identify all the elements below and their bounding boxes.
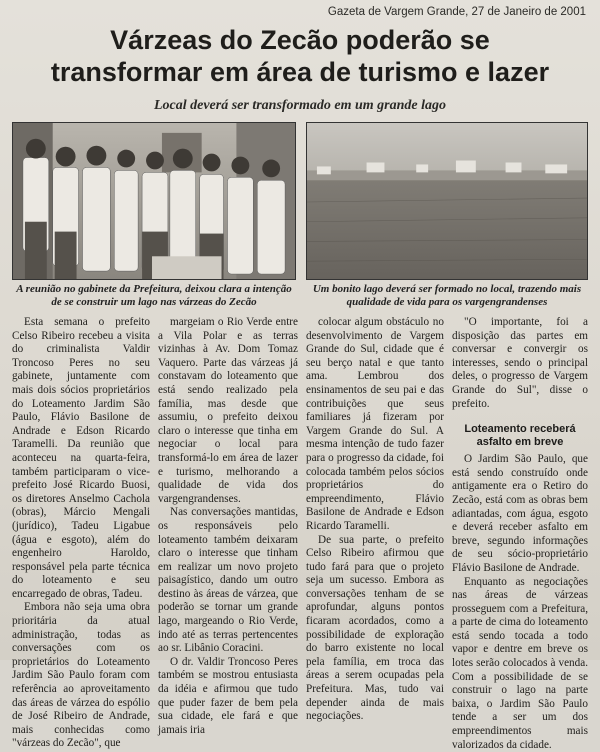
article-paragraph: margeiam o Rio Verde entre a Vila Polar e as terras vizinhas à Av. Dom Tomaz Vaquero. Parte das várzeas já constavam do loteamento que está sendo realizado pela família, mas desde que assumiu, o prefeito deixou claro o interesse que tinha em negociar o local para transformá-lo em área de lazer e turismo, melhorando a qualidade de vida dos vargengrandenses. xyxy=(158,316,298,506)
article-paragraph: O Jardim São Paulo, que está sendo construído onde antigamente era o Retiro do Zecão, está com as obras bem adiantadas, com água, esgoto e deverá receber asfalto em breve, segundo informações de seu sócio-proprietário Flávio Basilone de Andrade. xyxy=(452,453,588,575)
meeting-photo-caption: A reunião no gabinete da Prefeitura, deixou clara a intenção de se construir um lago nas várzeas do Zecão xyxy=(12,283,296,309)
headline-line-2: transformar em área de turismo e lazer xyxy=(51,57,549,87)
article-column-1 xyxy=(12,316,150,660)
article-column-4 xyxy=(452,316,588,660)
subheadline: Local deverá ser transformado em um grande lago xyxy=(0,98,600,114)
headline-line-1: Várzeas do Zecão poderão se xyxy=(110,25,490,55)
article-paragraph: Embora não seja uma obra prioritária da atual administração, todas as conversações com os proprietários do Loteamento Jardim São Paulo foram com referência ao aproveitamento das áreas de várzea do espólio de José Ribeiro de Andrade, mais conhecidas como "várzeas do Zecão", que xyxy=(12,601,150,751)
section-subtitle: Loteamento receberá asfalto em breve xyxy=(452,423,588,449)
article-paragraph: O dr. Valdir Troncoso Peres também se mostrou entusiasta da idéia e afirmou que tudo que puder fazer de bem pela sua cidade, ele fará e que jamais iria xyxy=(158,656,298,738)
article-paragraph: Esta semana o prefeito Celso Ribeiro recebeu a visita do criminalista Valdir Troncoso Peres no seu gabinete, juntamente com mais dois sócios proprietários do Loteamento Jardim São Paulo, Flávio Basilone de Andrade e Edson Ricardo Taramelli. Da reunião que aconteceu na quarta-feira, também participaram o vice-prefeito José Ricardo Buosi, os diretores Anselmo Cachola (obras), Márcio Mengali (jurídico), Tadeu Ligabue (água e esgoto), além do engenheiro Haroldo, responsável pela parte técnica do loteamento e seu encarregado de obras, Tadeu. xyxy=(12,316,150,601)
article-paragraph: colocar algum obstáculo no desenvolvimento de Vargem Grande do Sul, cidade que é seu berço natal e que tanto ama. Lembrou dos ensinamentos de seu pai e das contribuições que seus familiares já fizeram por Vargem Grande do Sul. A mesma intenção de tudo fazer para o progresso da cidade, foi colocada também pelos sócios proprietários do empreendimento, Flávio Basilone de Andrade e Edson Ricardo Taramelli. xyxy=(306,316,444,534)
meeting-photo xyxy=(12,122,296,280)
newspaper-masthead: Gazeta de Vargem Grande, 27 de Janeiro de 2001 xyxy=(328,6,586,18)
article-paragraph: "O importante, foi a disposição das partes em conversar e convergir os interesses, sendo o principal deles, o progresso de Vargem Grande do Sul", disse o prefeito. xyxy=(452,316,588,411)
article-column-2 xyxy=(158,316,298,660)
article-paragraph: Nas conversações mantidas, os responsáveis pelo loteamento também deixaram claro o interesse que tinham em realizar um novo projeto paisagístico, dando um outro destino às áreas de várzea, que poderão se tornar um grande lago, margeando o Rio Verde, indo até as terras pertencentes ao sr. Libânio Coracini. xyxy=(158,506,298,656)
article-paragraph: De sua parte, o prefeito Celso Ribeiro afirmou que tudo fará para que o projeto seja um sucesso. Embora as conversações tenham de se aprofundar, alguns pontos ficaram acordados, como a possibilidade de exploração do barro existente no local pela família, em troca das áreas a serem ocupadas pela Prefeitura. Mas, tudo vai depender ainda de mais negociações. xyxy=(306,534,444,724)
article-paragraph: Enquanto as negociações nas áreas de várzeas prosseguem com a Prefeitura, a parte de cima do loteamento está sendo tocada a todo vapor e dentre em breve os lotes serão colocados à venda. Com a possibilidade de se construir o lago na parte baixa, o Jardim São Paulo tende a ser um dos empreendimentos mais valorizados da cidade. xyxy=(452,576,588,752)
article-column-3 xyxy=(306,316,444,660)
floodplain-photo xyxy=(306,122,588,280)
headline xyxy=(0,24,600,88)
floodplain-photo-caption: Um bonito lago deverá ser formado no local, trazendo mais qualidade de vida para os vargengrandenses xyxy=(306,283,588,309)
